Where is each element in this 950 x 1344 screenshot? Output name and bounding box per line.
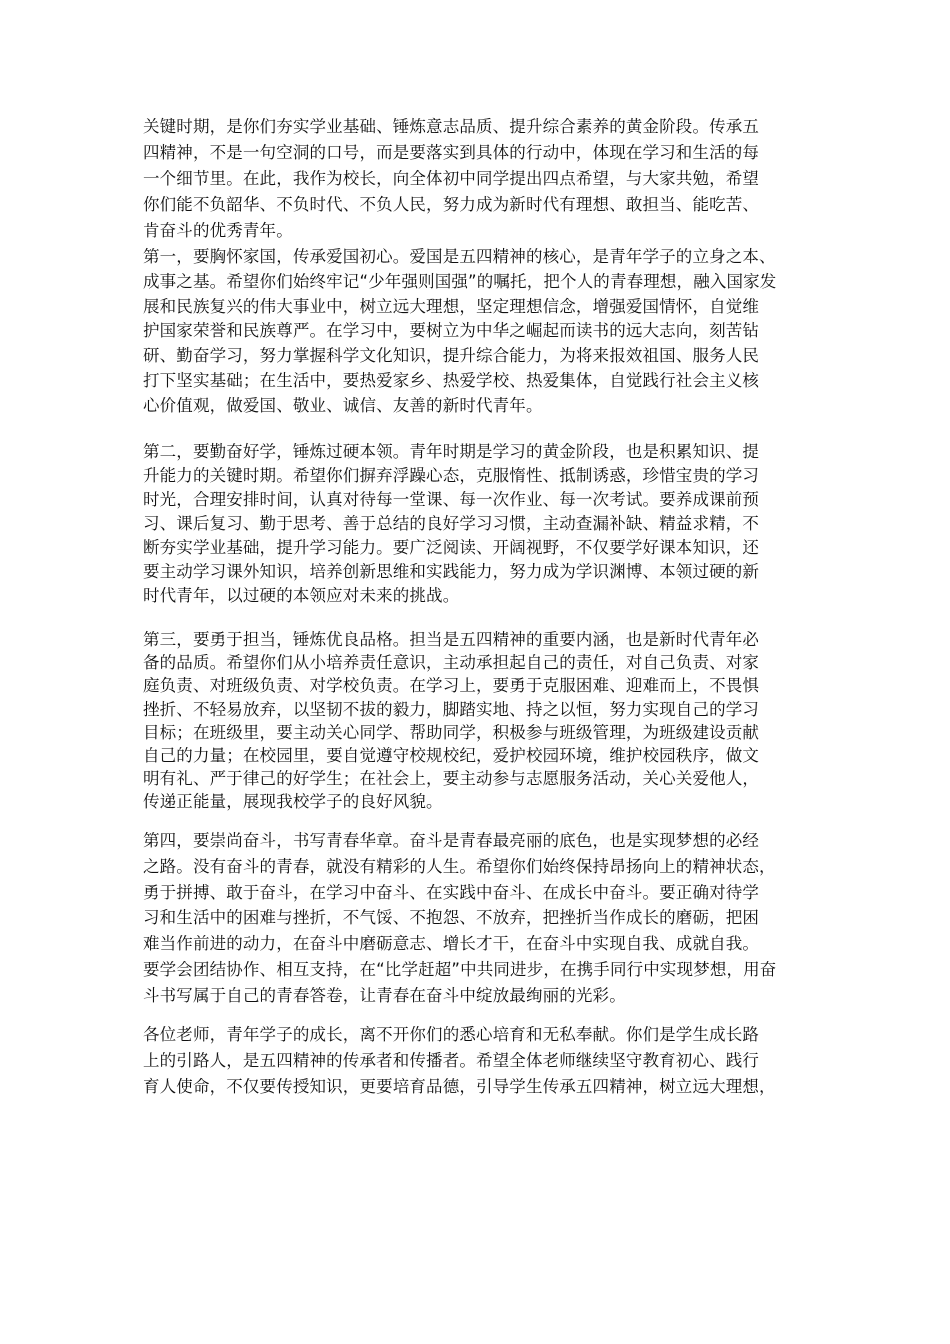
text-line: 第二，要勤奋好学，锤炼过硬本领。青年时期是学习的黄金阶段，也是积累知识、提 — [143, 442, 760, 461]
text-line: 肯奋斗的优秀青年。 — [143, 221, 293, 240]
text-line: 难当作前进的动力，在奋斗中磨砺意志、增长才干，在奋斗中实现自我、成就自我。 — [143, 934, 760, 954]
text-line: 之路。没有奋斗的青春，就没有精彩的人生。希望你们始终保持昂扬向上的精神状态， — [143, 856, 776, 876]
text-line: 你们能不负韶华、不负时代、不负人民，努力成为新时代有理想、敢担当、能吃苦、 — [143, 195, 760, 214]
text-line: 断夯实学业基础，提升学习能力。要广泛阅读、开阔视野，不仅要学好课本知识，还 — [143, 538, 760, 557]
text-line: 勇于拼搏、敢于奋斗，在学习中奋斗、在实践中奋斗、在成长中奋斗。要正确对待学 — [143, 882, 760, 902]
text-line: 要主动学习课外知识，培养创新思维和实践能力，努力成为学识渊博、本领过硬的新 — [143, 562, 760, 581]
text-line: 上的引路人，是五四精神的传承者和传播者。希望全体老师继续坚守教育初心、践行 — [143, 1051, 760, 1070]
text-line: 成事之基。希望你们始终牢记“少年强则国强”的嘱托，把个人的青春理想，融入国家发 — [143, 271, 777, 291]
paragraph-second-hope — [143, 440, 823, 608]
text-line: 四精神，不是一句空洞的口号，而是要落实到具体的行动中，体现在学习和生活的每 — [143, 143, 760, 162]
text-line: 挫折、不轻易放弃，以坚韧不拔的毅力，脚踏实地、持之以恒，努力实现自己的学习 — [143, 699, 760, 719]
text-line: 育人使命，不仅要传授知识，更要培育品德，引导学生传承五四精神，树立远大理想， — [143, 1077, 776, 1096]
paragraph-third-hope — [143, 628, 823, 814]
text-line: 护国家荣誉和民族尊严。在学习中，要树立为中华之崛起而读书的远大志向，刻苦钻 — [143, 321, 760, 341]
text-line: 明有礼、严于律己的好学生；在社会上，要主动参与志愿服务活动，关心关爱他人， — [143, 769, 760, 789]
text-line: 目标；在班级里，要主动关心同学、帮助同学，积极参与班级管理，为班级建设贡献 — [143, 722, 760, 742]
text-line: 时光，合理安排时间，认真对待每一堂课、每一次作业、每一次考试。要养成课前预 — [143, 490, 760, 509]
text-line: 展和民族复兴的伟大事业中，树立远大理想，坚定理想信念，增强爱国情怀，自觉维 — [143, 296, 760, 316]
text-line: 自己的力量；在校园里，要自觉遵守校规校纪，爱护校园环境，维护校园秩序，做文 — [143, 745, 760, 765]
text-line: 备的品质。希望你们从小培养责任意识，主动承担起自己的责任，对自己负责、对家 — [143, 653, 760, 673]
text-line: 习、课后复习、勤于思考、善于总结的良好学习习惯，主动查漏补缺、精益求精，不 — [143, 514, 760, 533]
text-line: 第三，要勇于担当，锤炼优良品格。担当是五四精神的重要内涵，也是新时代青年必 — [143, 630, 760, 649]
text-line: 习和生活中的困难与挫折，不气馁、不抱怨、不放弃，把挫折当作成长的磨砺，把困 — [143, 908, 760, 928]
text-line: 关键时期，是你们夯实学业基础、锤炼意志品质、提升综合素养的黄金阶段。传承五 — [143, 117, 760, 136]
text-line: 斗书写属于自己的青春答卷，让青春在奋斗中绽放最绚丽的光彩。 — [143, 985, 626, 1005]
text-line: 打下坚实基础；在生活中，要热爱家乡、热爱学校、热爱集体，自觉践行社会主义核 — [143, 370, 760, 390]
text-line: 一个细节里。在此，我作为校长，向全体初中同学提出四点希望，与大家共勉，希望 — [143, 169, 760, 188]
paragraph-fourth-hope — [143, 828, 823, 1009]
text-line: 升能力的关键时期。希望你们摒弃浮躁心态，克服惰性、抵制诱惑，珍惜宝贵的学习 — [143, 466, 760, 485]
paragraph-first-hope — [143, 245, 823, 419]
text-line: 传递正能量，展现我校学子的良好风貌。 — [143, 792, 443, 812]
text-line: 第四，要崇尚奋斗，书写青春华章。奋斗是青春最亮丽的底色，也是实现梦想的必经 — [143, 831, 760, 850]
text-line: 第一，要胸怀家国，传承爱国初心。爱国是五四精神的核心，是青年学子的立身之本、 — [143, 247, 776, 266]
text-line: 庭负责、对班级负责、对学校负责。在学习上，要勇于克服困难、迎难而上，不畏惧 — [143, 676, 760, 696]
text-line: 要学会团结协作、相互支持，在“比学赶超”中共同进步，在携手同行中实现梦想，用奋 — [143, 959, 777, 979]
text-line: 各位老师，青年学子的成长，离不开你们的悉心培育和无私奉献。你们是学生成长路 — [143, 1025, 760, 1044]
paragraph-teachers — [143, 1022, 823, 1100]
text-line: 心价值观，做爱国、敬业、诚信、友善的新时代青年。 — [143, 395, 543, 415]
paragraph-intro-continuation — [143, 114, 823, 244]
text-line: 时代青年，以过硬的本领应对未来的挑战。 — [143, 586, 460, 605]
text-line: 研、勤奋学习，努力掌握科学文化知识，提升综合能力，为将来报效祖国、服务人民 — [143, 346, 760, 366]
